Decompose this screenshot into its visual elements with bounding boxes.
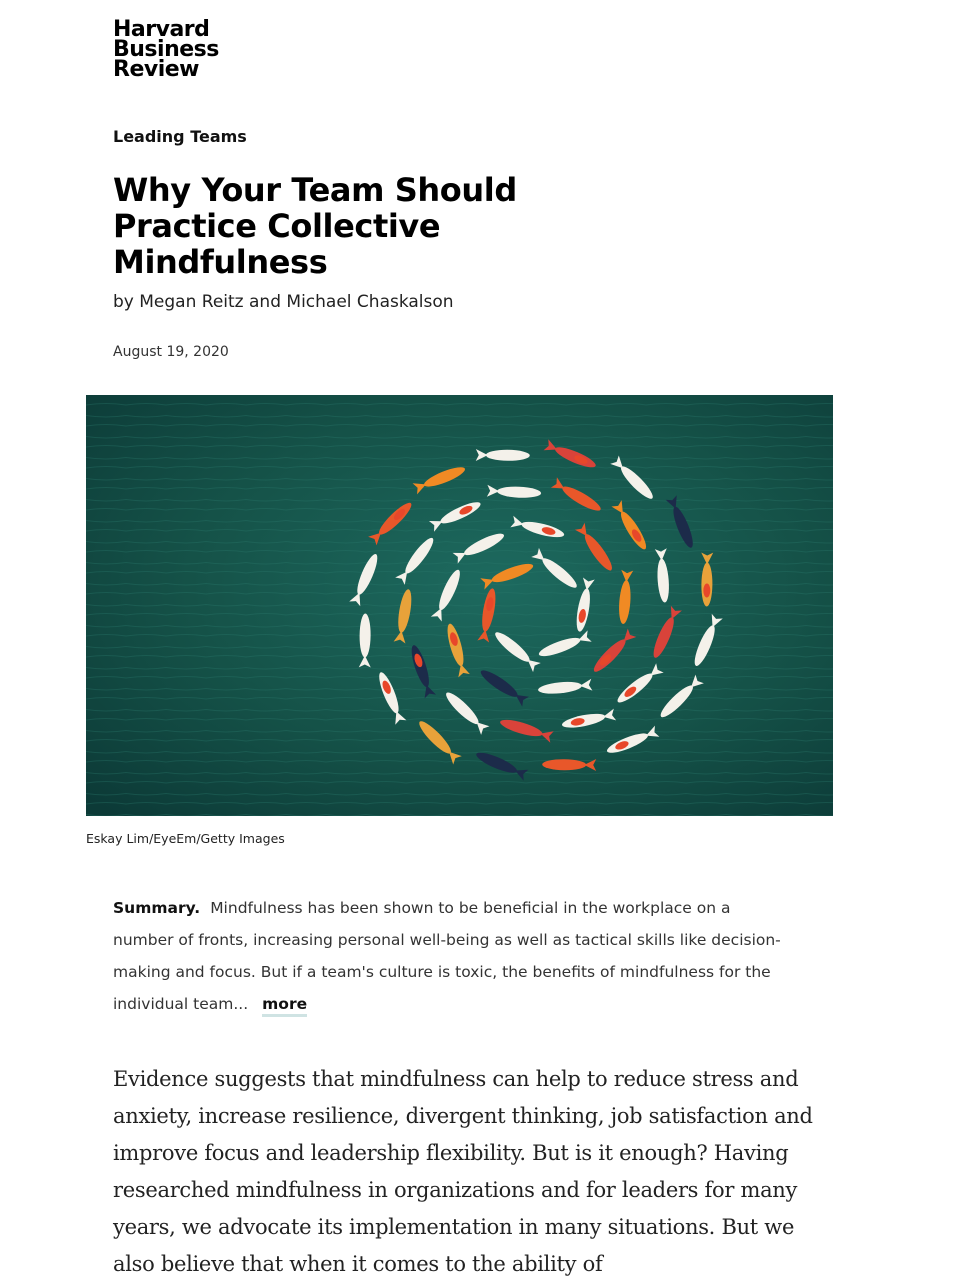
article-summary bbox=[113, 892, 793, 1020]
image-credit: Eskay Lim/EyeEm/Getty Images bbox=[86, 831, 285, 846]
article-body-paragraph: Evidence suggests that mindfulness can help to reduce stress and anxiety, increase resilience, divergent thinking, job satisfaction and improve focus and leadership flexibility. But is it enough? Having researched mindfulness in organizations and for leaders for many years, we advocate its implementation in many situations. But we also believe that when it comes to the ability of bbox=[113, 1067, 813, 1276]
logo-line: Harvard bbox=[113, 17, 210, 42]
hbr-logo[interactable] bbox=[113, 17, 219, 82]
byline-and: and bbox=[243, 292, 287, 312]
topic-link[interactable]: Leading Teams bbox=[113, 127, 247, 146]
article-title: Why Your Team Should Practice Collective Mindfulness bbox=[113, 171, 517, 281]
hero-image bbox=[86, 395, 833, 816]
logo-line: Review bbox=[113, 57, 199, 82]
logo-line: Business bbox=[113, 37, 219, 62]
summary-label: Summary. bbox=[113, 899, 201, 917]
author-link-megan-reitz[interactable]: Megan Reitz bbox=[139, 292, 244, 312]
publish-date: August 19, 2020 bbox=[113, 344, 229, 360]
koi-pond-illustration bbox=[86, 395, 833, 816]
author-link-michael-chaskalson[interactable]: Michael Chaskalson bbox=[286, 292, 454, 312]
more-link[interactable]: more bbox=[262, 995, 307, 1017]
summary-text: Mindfulness has been shown to be beneficial in the workplace on a number of fronts, increasing personal well-being as well as tactical skills like decision-making and focus. But if a team's culture is toxic, the benefits of mindfulness for the individual team... bbox=[113, 899, 781, 1013]
byline bbox=[113, 292, 454, 312]
byline-prefix: by bbox=[113, 292, 140, 312]
